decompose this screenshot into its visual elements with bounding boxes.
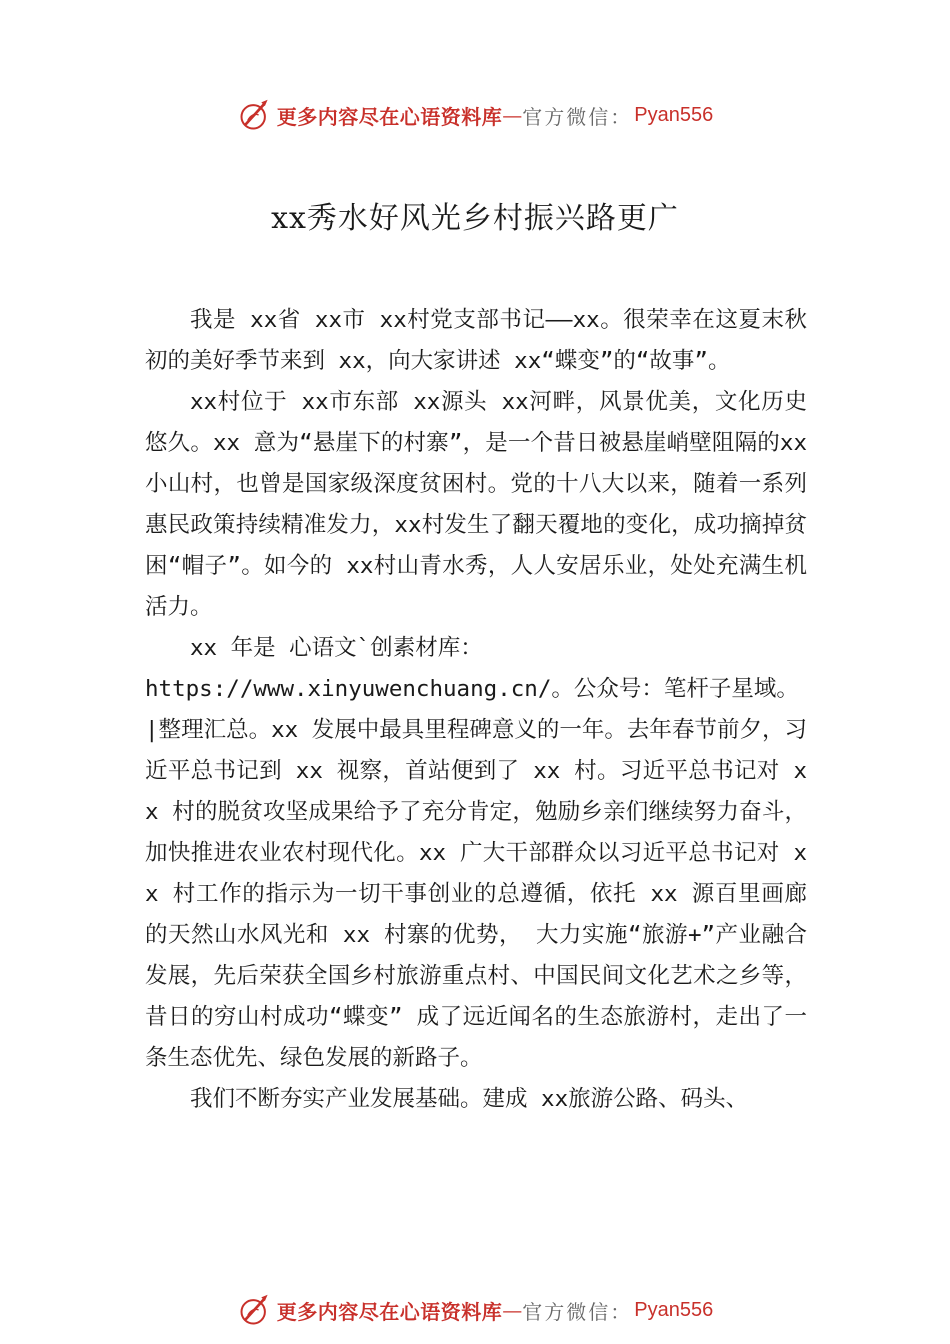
- brush-logo-icon: [237, 1292, 273, 1328]
- banner-promo-text: 更多内容尽在心语资料库: [276, 104, 503, 129]
- brush-logo-icon: [237, 97, 273, 133]
- paragraph: 我是 xx省 xx市 xx村党支部书记——xx。很荣幸在这夏末秋初的美好季节来到 xx，向大家讲述 xx“蝶变”的“故事”。: [145, 307, 807, 374]
- banner-wechat-label: 官方微信：: [522, 104, 633, 129]
- paragraph: |整理汇总。xx 发展中最具里程碑意义的一年。去年春节前夕，习近平总书记到 xx 视察，首站便到了 xx 村。习近平总书记对 xx 村的脱贫攻坚成果给予了充分肯定，勉励乡亲们继续努力奋斗，加快推进农业农村现代化。xx 广大干部群众以习近平总书记对 xx 村工作的指示为一切干事创业的总遵循，依托 xx 源百里画廊的天然山水风光和 xx 村寨的优势， 大力实施“旅游+”产业融合发展，先后荣获全国乡村旅游重点村、中国民间文化艺术之乡等，昔日的穷山村成功“蝶变” 成了远近闻名的生态旅游村，走出了一条生态优先、绿色发展的新路子。: [145, 717, 807, 1071]
- paragraph-url: https://www.xinyuwenchuang.cn/。公众号：笔杆子星域。: [145, 676, 799, 702]
- document-body: [145, 300, 807, 1120]
- banner-promo-text: 更多内容尽在心语资料库: [276, 1299, 503, 1324]
- header-banner: [0, 95, 950, 135]
- banner-dash: —: [502, 103, 523, 127]
- paragraph: 我们不断夯实产业发展基础。建成 xx旅游公路、码头、: [190, 1086, 749, 1112]
- banner-wechat-label: 官方微信：: [522, 1299, 633, 1324]
- paragraph: xx 年是 心语文`创素材库：: [190, 635, 483, 661]
- banner-dash: —: [502, 1298, 523, 1322]
- document-title: xx秀水好风光乡村振兴路更广: [271, 201, 679, 236]
- paragraph: xx村位于 xx市东部 xx源头 xx河畔，风景优美，文化历史悠久。xx 意为“悬崖下的村寨”，是一个昔日被悬崖峭壁阻隔的xx小山村，也曾是国家级深度贫困村。党的十八大以来，随着一系列惠民政策持续精准发力，xx村发生了翻天覆地的变化，成功摘掉贫困“帽子”。如今的 xx村山青水秀，人人安居乐业，处处充满生机活力。: [145, 389, 807, 620]
- banner-wechat-id: Pyan556: [634, 1298, 714, 1321]
- footer-banner: [0, 1290, 950, 1330]
- banner-wechat-id: Pyan556: [634, 103, 714, 126]
